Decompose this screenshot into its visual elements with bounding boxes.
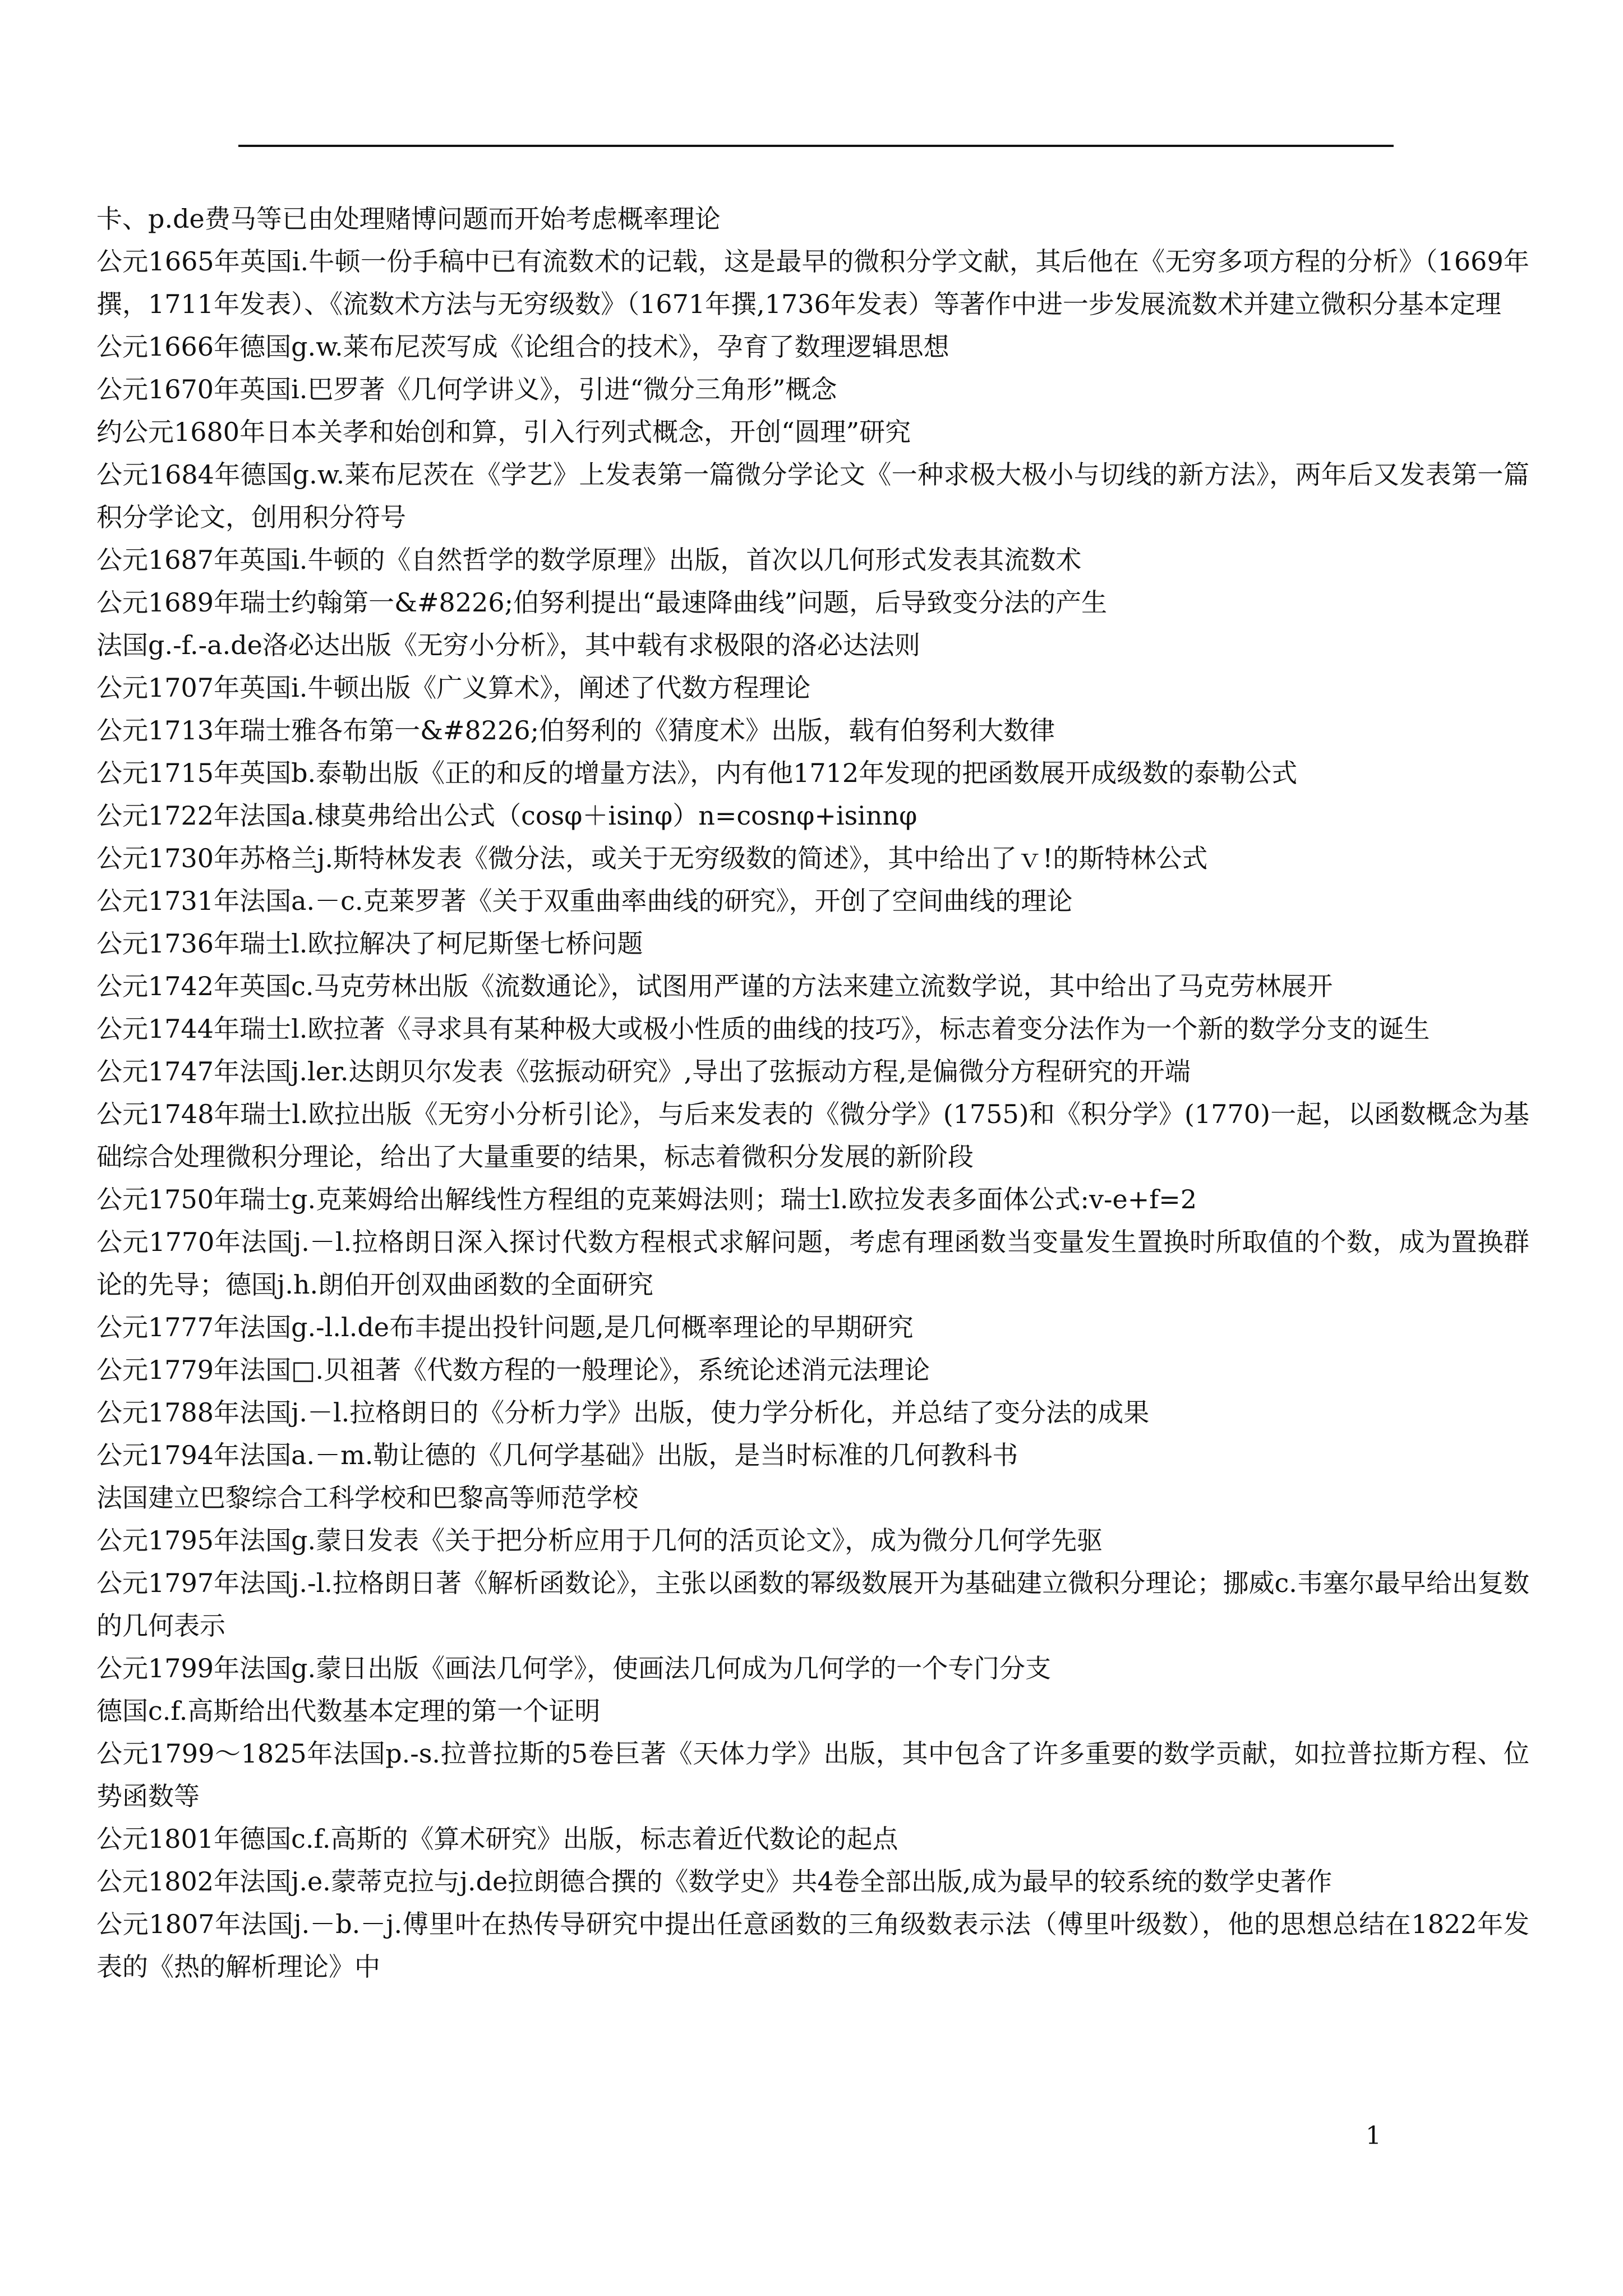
- chronology-entry: 公元1687年英国i.牛顿的《自然哲学的数学原理》出版，首次以几何形式发表其流数术: [96, 545, 1082, 575]
- header-rule: [238, 145, 1394, 147]
- chronology-entry: 公元1799年法国g.蒙日出版《画法几何学》，使画法几何成为几何学的一个专门分支: [96, 1653, 1052, 1683]
- chronology-entry: 公元1684年德国g.w.莱布尼茨在《学艺》上发表第一篇微分学论文《一种求极大极小与切线的新方法》，两年后又发表第一篇积分学论文，创用积分符号: [96, 459, 1529, 532]
- chronology-entry: 公元1748年瑞士l.欧拉出版《无穷小分析引论》，与后来发表的《微分学》(1755)和《积分学》(1770)一起，以函数概念为基础综合处理微积分理论，给出了大量重要的结果，标志着微积分发展的新阶段: [96, 1099, 1529, 1172]
- chronology-entry: 公元1736年瑞士l.欧拉解决了柯尼斯堡七桥问题: [96, 928, 643, 959]
- chronology-entry: 公元1730年苏格兰j.斯特林发表《微分法，或关于无穷级数的简述》，其中给出了ｖ!的斯特林公式: [96, 843, 1208, 873]
- chronology-entry: 法国g.-f.-a.de洛必达出版《无穷小分析》，其中载有求极限的洛必达法则: [96, 630, 920, 660]
- chronology-entry: 公元1801年德国c.f.高斯的《算术研究》出版，标志着近代数论的起点: [96, 1824, 898, 1854]
- chronology-entry: 德国c.f.高斯给出代数基本定理的第一个证明: [96, 1696, 601, 1726]
- chronology-entry: 卡、p.de费马等已由处理赌博问题而开始考虑概率理论: [96, 204, 721, 234]
- chronology-entry: 公元1670年英国i.巴罗著《几何学讲义》，引进“微分三角形”概念: [96, 374, 837, 404]
- chronology-entry: 公元1777年法国g.-l.l.de布丰提出投针问题,是几何概率理论的早期研究: [96, 1312, 914, 1342]
- page-number: 1: [1366, 2122, 1381, 2150]
- chronology-entry: 公元1742年英国c.马克劳林出版《流数通论》，试图用严谨的方法来建立流数学说，其中给出了马克劳林展开: [96, 971, 1333, 1001]
- chronology-entry: 公元1744年瑞士l.欧拉著《寻求具有某种极大或极小性质的曲线的技巧》，标志着变分法作为一个新的数学分支的诞生: [96, 1014, 1430, 1044]
- chronology-entry: 公元1750年瑞士g.克莱姆给出解线性方程组的克莱姆法则；瑞士l.欧拉发表多面体公式:v-e+f=2: [96, 1184, 1197, 1214]
- chronology-entry: 公元1713年瑞士雅各布第一&#8226;伯努利的《猜度术》出版，载有伯努利大数律: [96, 715, 1055, 746]
- chronology-entry: 公元1747年法国j.ler.达朗贝尔发表《弦振动研究》,导出了弦振动方程,是偏微分方程研究的开端: [96, 1056, 1191, 1087]
- chronology-entry: 公元1722年法国a.棣莫弗给出公式（cosφ＋isinφ）n=cosnφ+isinnφ: [96, 800, 917, 831]
- chronology-entry: 约公元1680年日本关孝和始创和算，引入行列式概念，开创“圆理”研究: [96, 417, 911, 447]
- chronology-entry: 公元1802年法国j.e.蒙蒂克拉与j.de拉朗德合撰的《数学史》共4卷全部出版,成为最早的较系统的数学史著作: [96, 1866, 1332, 1897]
- chronology-entry: 公元1689年瑞士约翰第一&#8226;伯努利提出“最速降曲线”问题，后导致变分法的产生: [96, 587, 1108, 618]
- chronology-entry: 公元1807年法国j.－b.－j.傅里叶在热传导研究中提出任意函数的三角级数表示法（傅里叶级数），他的思想总结在1822年发表的《热的解析理论》中: [96, 1909, 1529, 1982]
- chronology-entry: 法国建立巴黎综合工科学校和巴黎高等师范学校: [96, 1483, 638, 1513]
- chronology-entry: 公元1799～1825年法国p.-s.拉普拉斯的5卷巨著《天体力学》出版，其中包含了许多重要的数学贡献，如拉普拉斯方程、位势函数等: [96, 1738, 1529, 1811]
- chronology-entry: 公元1779年法国□.贝祖著《代数方程的一般理论》，系统论述消元法理论: [96, 1355, 930, 1385]
- chronology-entry: 公元1715年英国b.泰勒出版《正的和反的增量方法》，内有他1712年发现的把函数展开成级数的泰勒公式: [96, 758, 1298, 788]
- chronology-entry: 公元1797年法国j.-l.拉格朗日著《解析函数论》，主张以函数的幂级数展开为基础建立微积分理论；挪威c.韦塞尔最早给出复数的几何表示: [96, 1568, 1529, 1641]
- chronology-entry: 公元1770年法国j.－l.拉格朗日深入探讨代数方程根式求解问题，考虑有理函数当变量发生置换时所取值的个数，成为置换群论的先导；德国j.h.朗伯开创双曲函数的全面研究: [96, 1227, 1529, 1300]
- chronology-entry: 公元1788年法国j.－l.拉格朗日的《分析力学》出版，使力学分析化，并总结了变分法的成果: [96, 1397, 1150, 1428]
- chronology-entry: 公元1794年法国a.－m.勒让德的《几何学基础》出版，是当时标准的几何教科书: [96, 1440, 1018, 1470]
- chronology-entry: 公元1795年法国g.蒙日发表《关于把分析应用于几何的活页论文》，成为微分几何学先驱: [96, 1525, 1103, 1556]
- chronology-entry: 公元1731年法国a.－c.克莱罗著《关于双重曲率曲线的研究》，开创了空间曲线的理论: [96, 886, 1073, 916]
- chronology-entry: 公元1666年德国g.w.莱布尼茨写成《论组合的技术》，孕育了数理逻辑思想: [96, 332, 949, 362]
- chronology-entry: 公元1665年英国i.牛顿一份手稿中已有流数术的记载，这是最早的微积分学文献，其后他在《无穷多项方程的分析》（1669年撰，1711年发表）、《流数术方法与无穷级数》（1671年撰,1736年发表）等著作中进一步发展流数术并建立微积分基本定理: [96, 246, 1529, 319]
- chronology-entry: 公元1707年英国i.牛顿出版《广义算术》，阐述了代数方程理论: [96, 673, 811, 703]
- chronology-list: [96, 197, 1529, 1988]
